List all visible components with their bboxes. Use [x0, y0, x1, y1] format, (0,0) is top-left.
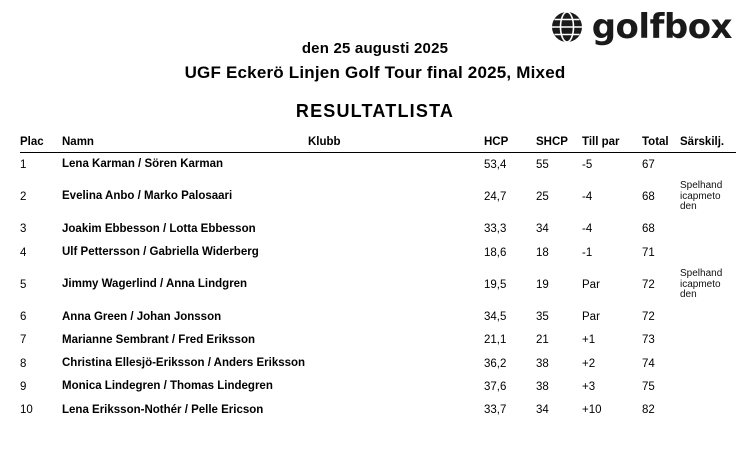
cell-plac: 2: [20, 190, 27, 203]
cell-sarskilj: [680, 399, 736, 422]
cell-total: 71: [642, 246, 655, 259]
table-row: [20, 329, 736, 352]
cell-namn: Anna Green / Johan Jonsson: [62, 310, 222, 323]
cell-klubb: [308, 153, 484, 177]
brand-logo: [550, 7, 732, 47]
cell-tillpar: -5: [582, 158, 593, 171]
cell-tillpar: Par: [582, 278, 600, 291]
cell-namn: Joakim Ebbesson / Lotta Ebbesson: [62, 222, 256, 235]
cell-plac: 1: [20, 158, 27, 171]
cell-tillpar: -4: [582, 223, 593, 236]
cell-plac: 3: [20, 223, 27, 236]
table-row: [20, 399, 736, 422]
cell-sarskilj: Spelhand icapmeto den: [680, 268, 723, 301]
cell-tillpar: -1: [582, 246, 593, 259]
cell-shcp: 38: [536, 357, 549, 370]
cell-namn: Monica Lindegren / Thomas Lindegren: [62, 380, 273, 393]
table-row: [20, 218, 736, 241]
cell-klubb: [308, 375, 484, 398]
cell-plac: 10: [20, 404, 33, 417]
cell-shcp: 34: [536, 223, 549, 236]
cell-namn: Christina Ellesjö-Eriksson / Anders Eriksson: [62, 357, 306, 370]
cell-total: 74: [642, 357, 655, 370]
table-row: [20, 375, 736, 398]
cell-namn: Ulf Pettersson / Gabriella Widerberg: [62, 245, 259, 258]
cell-namn: Jimmy Wagerlind / Anna Lindgren: [62, 278, 248, 291]
cell-sarskilj: [680, 218, 736, 241]
cell-hcp: 21,1: [484, 334, 507, 347]
column-header-namn: Namn: [62, 136, 308, 153]
cell-namn: Lena Eriksson-Nothér / Pelle Ericson: [62, 403, 264, 416]
cell-klubb: [308, 176, 484, 218]
cell-shcp: 21: [536, 334, 549, 347]
results-table-container: [0, 136, 750, 422]
cell-total: 73: [642, 334, 655, 347]
results-table: [20, 136, 736, 422]
cell-klubb: [308, 399, 484, 422]
cell-shcp: 35: [536, 311, 549, 324]
cell-shcp: 19: [536, 278, 549, 291]
cell-klubb: [308, 306, 484, 329]
cell-tillpar: -4: [582, 190, 593, 203]
cell-plac: 4: [20, 246, 27, 259]
cell-plac: 9: [20, 380, 27, 393]
globe-icon: [550, 10, 584, 44]
event-title: UGF Eckerö Linjen Golf Tour final 2025, Mixed: [184, 63, 566, 82]
table-body: [20, 153, 736, 422]
table-row: [20, 153, 736, 177]
cell-tillpar: +10: [582, 404, 602, 417]
page-title: RESULTATLISTA: [295, 101, 455, 121]
cell-klubb: [308, 218, 484, 241]
column-header-total: Total: [642, 136, 680, 153]
cell-sarskilj: [680, 375, 736, 398]
cell-total: 82: [642, 404, 655, 417]
cell-total: 72: [642, 278, 655, 291]
cell-tillpar: Par: [582, 311, 600, 324]
cell-hcp: 34,5: [484, 311, 507, 324]
cell-hcp: 36,2: [484, 357, 507, 370]
column-header-tillpar: Till par: [582, 136, 642, 153]
cell-shcp: 38: [536, 380, 549, 393]
cell-sarskilj: [680, 329, 736, 352]
event-date: den 25 augusti 2025: [301, 40, 449, 57]
cell-hcp: 33,3: [484, 223, 507, 236]
column-header-sarskilj: Särskilj.: [680, 136, 736, 153]
cell-total: 75: [642, 380, 655, 393]
table-header-row: [20, 136, 736, 153]
table-row: [20, 306, 736, 329]
cell-plac: 7: [20, 334, 27, 347]
column-header-hcp: HCP: [484, 136, 536, 153]
table-row: [20, 241, 736, 264]
cell-hcp: 53,4: [484, 158, 507, 171]
cell-shcp: 34: [536, 404, 549, 417]
brand-name: golfbox: [591, 7, 732, 47]
table-row: [20, 352, 736, 375]
cell-sarskilj: [680, 352, 736, 375]
cell-total: 68: [642, 223, 655, 236]
cell-klubb: [308, 264, 484, 306]
cell-namn: Marianne Sembrant / Fred Eriksson: [62, 333, 256, 346]
column-header-klubb: Klubb: [308, 136, 484, 153]
cell-tillpar: +1: [582, 334, 596, 347]
cell-klubb: [308, 352, 484, 375]
cell-shcp: 25: [536, 190, 549, 203]
cell-hcp: 19,5: [484, 278, 507, 291]
cell-sarskilj: [680, 241, 736, 264]
cell-hcp: 24,7: [484, 190, 507, 203]
table-row: [20, 264, 736, 306]
cell-klubb: [308, 329, 484, 352]
cell-sarskilj: [680, 306, 736, 329]
cell-tillpar: +2: [582, 357, 596, 370]
cell-total: 67: [642, 158, 655, 171]
cell-shcp: 18: [536, 246, 549, 259]
cell-total: 72: [642, 311, 655, 324]
cell-plac: 8: [20, 357, 27, 370]
cell-hcp: 33,7: [484, 404, 507, 417]
column-header-plac: Plac: [20, 136, 62, 153]
cell-sarskilj: [680, 153, 736, 177]
cell-plac: 6: [20, 311, 27, 324]
cell-total: 68: [642, 190, 655, 203]
cell-klubb: [308, 241, 484, 264]
cell-plac: 5: [20, 278, 27, 291]
cell-tillpar: +3: [582, 380, 596, 393]
cell-namn: Evelina Anbo / Marko Palosaari: [62, 190, 233, 203]
column-header-shcp: SHCP: [536, 136, 582, 153]
cell-hcp: 18,6: [484, 246, 507, 259]
cell-hcp: 37,6: [484, 380, 507, 393]
cell-namn: Lena Karman / Sören Karman: [62, 158, 224, 170]
cell-shcp: 55: [536, 158, 549, 171]
table-row: [20, 176, 736, 218]
cell-sarskilj: Spelhand icapmeto den: [680, 180, 723, 213]
